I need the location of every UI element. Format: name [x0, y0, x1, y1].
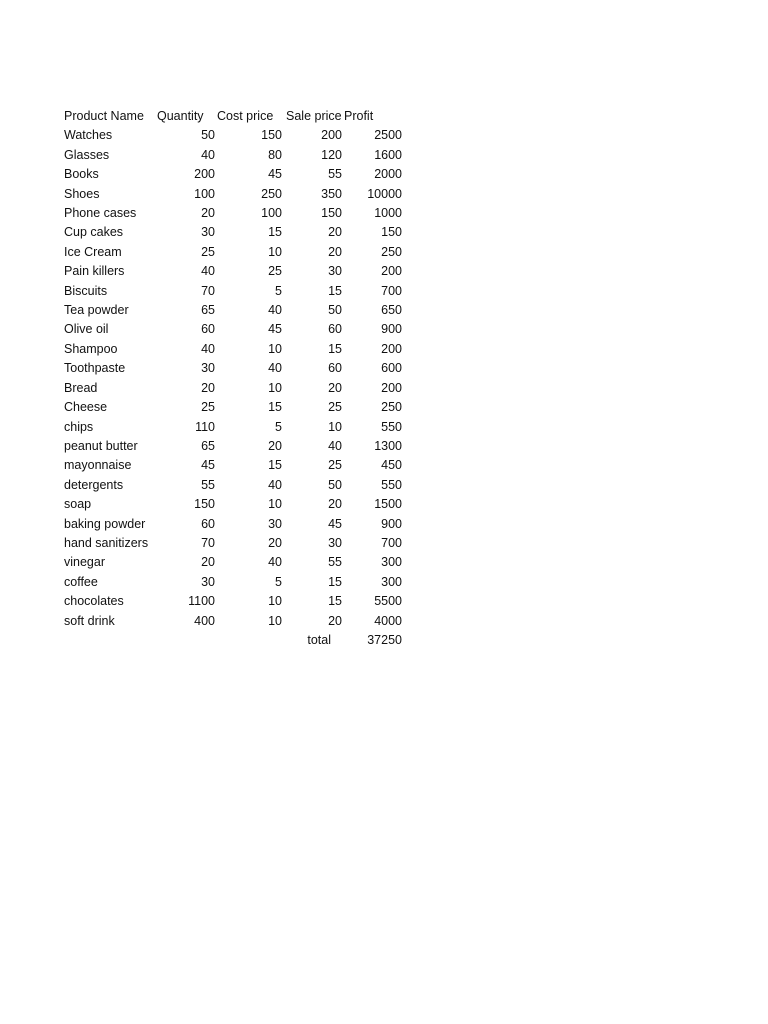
cell-profit: 250 [381, 244, 402, 259]
table-row [64, 476, 402, 495]
cell-quantity: 150 [194, 497, 215, 512]
cell-sale-price: 40 [328, 438, 342, 453]
cell-profit: 450 [381, 458, 402, 473]
cell-profit: 250 [381, 400, 402, 415]
total-value: 37250 [367, 632, 402, 647]
cell-product-name: Cup cakes [64, 225, 124, 240]
cell-sale-price: 15 [328, 574, 342, 589]
cell-quantity: 30 [201, 361, 215, 376]
cell-cost-price: 25 [268, 264, 282, 279]
table-row [64, 495, 402, 514]
cell-profit: 600 [381, 361, 402, 376]
table-row [64, 534, 402, 553]
cell-product-name: Phone cases [64, 206, 137, 221]
cell-profit: 200 [381, 380, 402, 395]
cell-profit: 1300 [374, 438, 402, 453]
cell-product-name: vinegar [64, 555, 105, 570]
cell-product-name: coffee [64, 574, 98, 589]
cell-cost-price: 15 [268, 400, 282, 415]
cell-sale-price: 15 [328, 594, 342, 609]
table-row [64, 612, 402, 631]
cell-sale-price: 50 [328, 303, 342, 318]
cell-sale-price: 15 [328, 341, 342, 356]
total-label: total [307, 632, 331, 647]
cell-quantity: 25 [201, 400, 215, 415]
cell-profit: 650 [381, 303, 402, 318]
table-row [64, 437, 402, 456]
cell-product-name: soft drink [64, 613, 115, 628]
cell-cost-price: 5 [275, 283, 282, 298]
header-quantity: Quantity [157, 109, 204, 123]
cell-product-name: chocolates [64, 594, 124, 609]
cell-cost-price: 30 [268, 516, 282, 531]
cell-quantity: 30 [201, 225, 215, 240]
cell-profit: 1600 [374, 147, 402, 162]
cell-profit: 900 [381, 322, 402, 337]
cell-product-name: peanut butter [64, 438, 138, 453]
cell-product-name: mayonnaise [64, 458, 132, 473]
cell-quantity: 110 [195, 419, 215, 434]
cell-sale-price: 120 [321, 147, 342, 162]
cell-cost-price: 150 [261, 128, 282, 143]
cell-quantity: 20 [201, 380, 215, 395]
cell-quantity: 70 [201, 535, 215, 550]
cell-quantity: 70 [201, 283, 215, 298]
cell-sale-price: 55 [328, 555, 342, 570]
table-row [64, 359, 402, 378]
cell-product-name: hand sanitizers [64, 535, 149, 550]
cell-cost-price: 80 [268, 147, 282, 162]
cell-product-name: Shampoo [64, 341, 118, 356]
total-row [64, 631, 402, 650]
cell-sale-price: 20 [328, 225, 342, 240]
cell-profit: 700 [381, 535, 402, 550]
table-row [64, 379, 402, 398]
cell-product-name: chips [64, 419, 94, 434]
cell-cost-price: 15 [268, 225, 282, 240]
cell-sale-price: 20 [328, 613, 342, 628]
cell-profit: 300 [381, 555, 402, 570]
cell-cost-price: 5 [275, 419, 282, 434]
cell-cost-price: 45 [268, 167, 282, 182]
table-row [64, 320, 402, 339]
cell-quantity: 25 [201, 244, 215, 259]
cell-sale-price: 45 [328, 516, 342, 531]
table-row [64, 553, 402, 572]
cell-cost-price: 10 [268, 244, 282, 259]
cell-sale-price: 30 [328, 264, 342, 279]
cell-product-name: detergents [64, 477, 124, 492]
cell-quantity: 60 [201, 516, 215, 531]
header-sale-price: Sale price [286, 109, 342, 123]
cell-quantity: 400 [194, 613, 215, 628]
cell-sale-price: 200 [321, 128, 342, 143]
cell-sale-price: 350 [321, 186, 342, 201]
empty-cell [215, 631, 282, 650]
empty-cell [155, 631, 215, 650]
cell-quantity: 65 [201, 303, 215, 318]
table-row [64, 573, 402, 592]
cell-quantity: 20 [201, 206, 215, 221]
header-row [64, 107, 402, 126]
cell-cost-price: 45 [268, 322, 282, 337]
table-row [64, 515, 402, 534]
cell-quantity: 45 [201, 458, 215, 473]
cell-profit: 5500 [374, 594, 402, 609]
cell-cost-price: 40 [268, 303, 282, 318]
table-row [64, 301, 402, 320]
cell-sale-price: 25 [328, 400, 342, 415]
cell-cost-price: 20 [268, 535, 282, 550]
cell-product-name: Pain killers [64, 264, 125, 279]
cell-profit: 300 [381, 574, 402, 589]
cell-quantity: 1100 [188, 594, 215, 609]
table-row [64, 456, 402, 475]
table-row [64, 282, 402, 301]
cell-quantity: 100 [194, 186, 215, 201]
cell-product-name: Ice Cream [64, 244, 122, 259]
table-row [64, 243, 402, 262]
cell-cost-price: 10 [268, 341, 282, 356]
cell-sale-price: 10 [328, 419, 342, 434]
cell-cost-price: 10 [268, 497, 282, 512]
cell-product-name: Watches [64, 128, 113, 143]
table-row [64, 592, 402, 611]
cell-profit: 10000 [367, 186, 402, 201]
cell-product-name: Cheese [64, 400, 108, 415]
cell-cost-price: 5 [275, 574, 282, 589]
cell-profit: 2000 [374, 167, 402, 182]
cell-cost-price: 10 [268, 380, 282, 395]
cell-product-name: Olive oil [64, 322, 109, 337]
cell-quantity: 200 [194, 167, 215, 182]
cell-sale-price: 25 [328, 458, 342, 473]
cell-product-name: baking powder [64, 516, 146, 531]
cell-profit: 1500 [374, 497, 402, 512]
cell-product-name: Tea powder [64, 303, 129, 318]
spreadsheet-page [64, 107, 402, 650]
cell-quantity: 40 [201, 264, 215, 279]
table-row [64, 165, 402, 184]
header-product-name: Product Name [64, 109, 144, 123]
cell-quantity: 40 [201, 147, 215, 162]
cell-cost-price: 100 [261, 206, 282, 221]
header-cost-price: Cost price [217, 109, 274, 123]
cell-profit: 1000 [374, 206, 402, 221]
table-row [64, 340, 402, 359]
table-row [64, 204, 402, 223]
cell-cost-price: 10 [268, 594, 282, 609]
table-row [64, 126, 402, 145]
cell-product-name: soap [64, 497, 92, 512]
table-row [64, 146, 402, 165]
cell-quantity: 30 [201, 574, 215, 589]
cell-quantity: 20 [201, 555, 215, 570]
cell-cost-price: 15 [268, 458, 282, 473]
cell-cost-price: 250 [261, 186, 282, 201]
cell-profit: 4000 [374, 613, 402, 628]
cell-sale-price: 20 [328, 497, 342, 512]
cell-cost-price: 40 [268, 555, 282, 570]
cell-sale-price: 30 [328, 535, 342, 550]
cell-sale-price: 20 [328, 380, 342, 395]
cell-sale-price: 55 [328, 167, 342, 182]
table-row [64, 223, 402, 242]
cell-product-name: Books [64, 167, 99, 182]
cell-profit: 550 [381, 419, 402, 434]
cell-profit: 2500 [374, 128, 402, 143]
cell-sale-price: 20 [328, 244, 342, 259]
cell-sale-price: 60 [328, 322, 342, 337]
cell-cost-price: 40 [268, 361, 282, 376]
cell-sale-price: 15 [328, 283, 342, 298]
empty-cell [64, 631, 155, 650]
cell-profit: 900 [381, 516, 402, 531]
cell-product-name: Bread [64, 380, 98, 395]
cell-profit: 200 [381, 264, 402, 279]
header-profit: Profit [344, 109, 374, 123]
cell-sale-price: 60 [328, 361, 342, 376]
cell-profit: 200 [381, 341, 402, 356]
cell-quantity: 65 [201, 438, 215, 453]
cell-quantity: 60 [201, 322, 215, 337]
cell-product-name: Glasses [64, 147, 110, 162]
cell-product-name: Toothpaste [64, 361, 126, 376]
cell-sale-price: 50 [328, 477, 342, 492]
table-row [64, 398, 402, 417]
table-row [64, 418, 402, 437]
cell-profit: 550 [381, 477, 402, 492]
table-row [64, 185, 402, 204]
product-profit-table [64, 107, 402, 650]
cell-quantity: 50 [201, 128, 215, 143]
cell-product-name: Shoes [64, 186, 100, 201]
cell-quantity: 40 [201, 341, 215, 356]
cell-cost-price: 40 [268, 477, 282, 492]
cell-profit: 700 [381, 283, 402, 298]
table-body [64, 126, 402, 631]
table-row [64, 262, 402, 281]
cell-sale-price: 150 [321, 206, 342, 221]
cell-quantity: 55 [201, 477, 215, 492]
cell-cost-price: 10 [268, 613, 282, 628]
cell-cost-price: 20 [268, 438, 282, 453]
cell-product-name: Biscuits [64, 283, 108, 298]
cell-profit: 150 [381, 225, 402, 240]
